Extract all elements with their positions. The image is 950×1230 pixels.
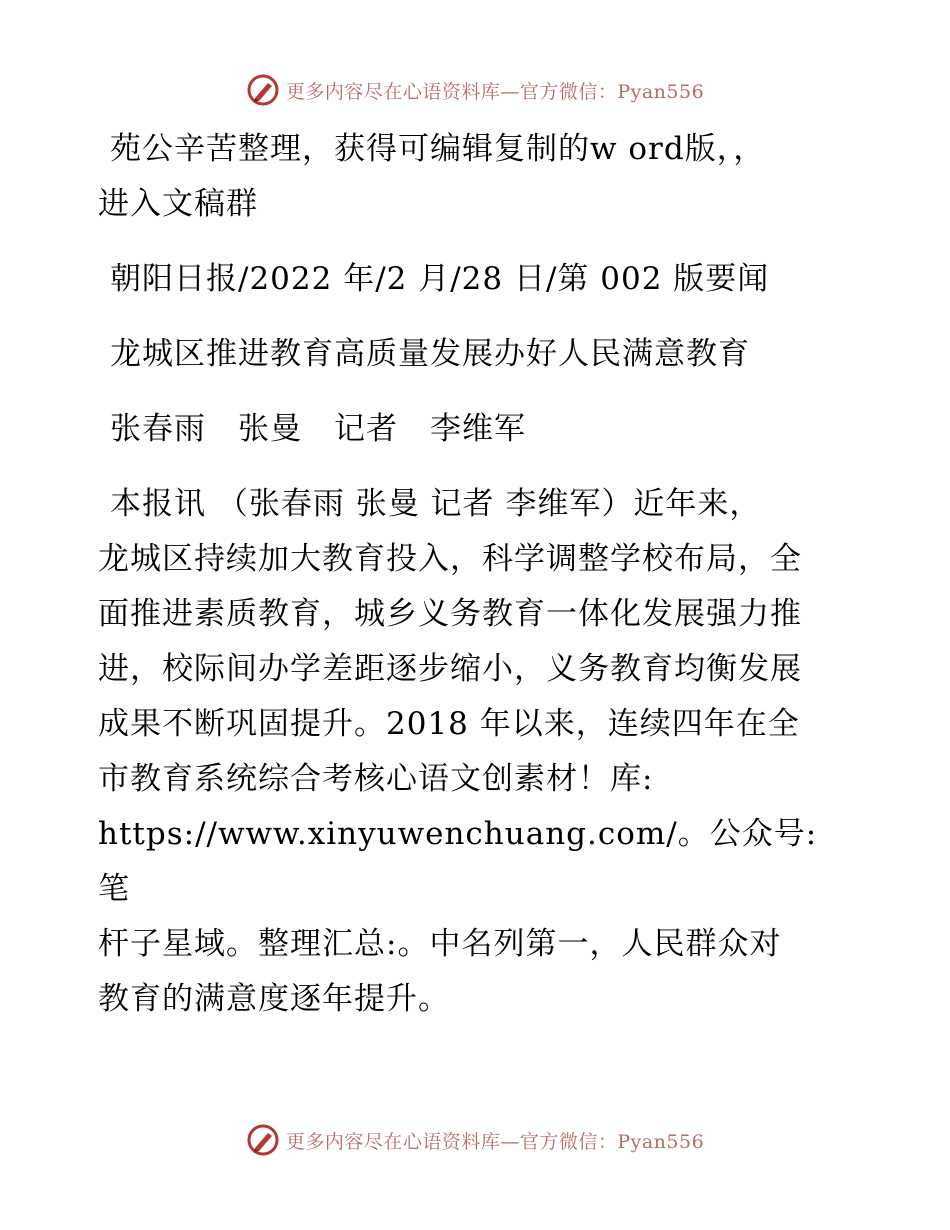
footer-watermark-banner bbox=[0, 1122, 950, 1158]
body-line: 进，校际间办学差距逐步缩小，义务教育均衡发展 bbox=[98, 651, 802, 687]
body-line: 面推进素质教育，城乡义务教育一体化发展强力推 bbox=[98, 596, 802, 632]
body-line: https://www.xinyuwenchuang.com/。公众号: 笔 bbox=[98, 816, 818, 907]
body-line: 杆子星域。整理汇总:。中名列第一，人民群众对 bbox=[98, 926, 782, 962]
body-line: 龙城区持续加大教育投入，科学调整学校布局，全 bbox=[98, 541, 802, 577]
pen-logo-icon bbox=[246, 73, 280, 107]
document-body bbox=[98, 122, 858, 1027]
intro-line-1: 苑公辛苦整理，获得可编辑复制的w ord版，， bbox=[110, 131, 766, 167]
source-line: 朝阳日报/2022 年/2 月/28 日/第 002 版要闻 bbox=[110, 261, 770, 297]
authors-line: 张春雨 张曼 记者 李维军 bbox=[110, 411, 526, 447]
watermark-text: 更多内容尽在心语资料库—官方微信：Pyan556 bbox=[285, 80, 705, 103]
body-line: 成果不断巩固提升。2018 年以来，连续四年在全 bbox=[98, 706, 800, 742]
body-line: 市教育系统综合考核心语文创素材！库: bbox=[98, 761, 654, 797]
body-line: 本报讯 （张春雨 张曼 记者 李维军）近年来， bbox=[110, 486, 762, 522]
headline: 龙城区推进教育高质量发展办好人民满意教育 bbox=[110, 336, 750, 372]
header-watermark-banner bbox=[0, 72, 950, 108]
article-body bbox=[98, 477, 858, 1027]
body-line: 教育的满意度逐年提升。 bbox=[98, 981, 450, 1017]
intro-line-2: 进入文稿群 bbox=[98, 186, 258, 222]
pen-logo-icon bbox=[246, 1123, 280, 1157]
watermark-text: 更多内容尽在心语资料库—官方微信：Pyan556 bbox=[285, 1130, 705, 1153]
